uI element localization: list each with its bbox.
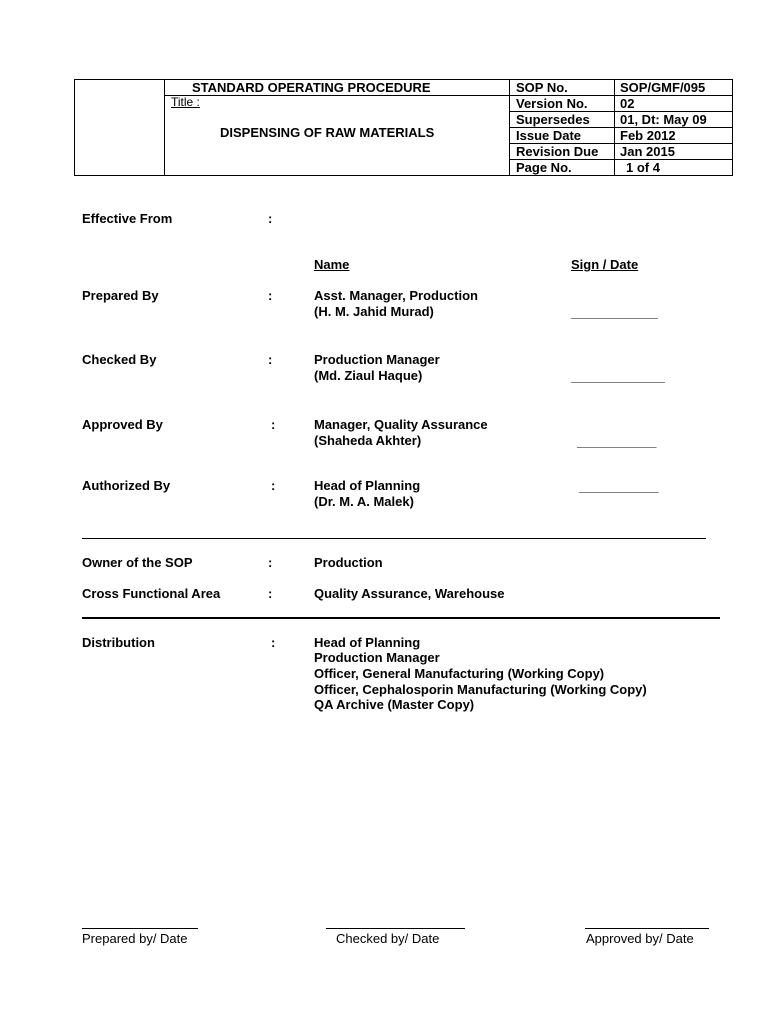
- distribution-label: Distribution: [82, 635, 155, 650]
- meta-label-sop-no: SOP No.: [516, 80, 568, 95]
- distribution-colon: :: [271, 635, 276, 650]
- cross-functional-colon: :: [268, 586, 273, 601]
- signatory-person: (Dr. M. A. Malek): [314, 494, 414, 509]
- meta-label-supersedes: Supersedes: [516, 112, 590, 127]
- signatory-colon: :: [268, 352, 273, 367]
- signatory-colon: :: [268, 288, 273, 303]
- footer-approved: Approved by/ Date: [586, 931, 694, 946]
- owner-value: Production: [314, 555, 383, 570]
- signatory-title: Manager, Quality Assurance: [314, 417, 488, 432]
- owner-label: Owner of the SOP: [82, 555, 193, 570]
- effective-from-label: Effective From: [82, 211, 173, 226]
- meta-value-issue-date: Feb 2012: [620, 128, 676, 143]
- footer-prepared: Prepared by/ Date: [82, 931, 188, 946]
- signature-line: ___________: [577, 434, 657, 449]
- cross-functional-label: Cross Functional Area: [82, 586, 221, 601]
- distribution-item: Officer, General Manufacturing (Working Copy): [314, 666, 605, 681]
- header-table: [74, 79, 733, 176]
- meta-label-version: Version No.: [516, 96, 588, 111]
- signatory-title: Asst. Manager, Production: [314, 288, 478, 303]
- doc-type: STANDARD OPERATING PROCEDURE: [192, 80, 431, 95]
- meta-value-revision-due: Jan 2015: [620, 144, 675, 159]
- signatory-role: Authorized By: [82, 478, 171, 493]
- signature-line: _____________: [571, 369, 665, 384]
- meta-label-issue-date: Issue Date: [516, 128, 582, 143]
- footer-signature-line: [82, 928, 198, 929]
- signatory-person: (Md. Ziaul Haque): [314, 368, 423, 383]
- signatory-title: Head of Planning: [314, 478, 421, 493]
- footer-signature-line: [326, 928, 465, 929]
- distribution-item: Head of Planning: [314, 635, 421, 650]
- footer-signature-line: [585, 928, 709, 929]
- signatory-person: (Shaheda Akhter): [314, 433, 422, 448]
- meta-value-supersedes: 01, Dt: May 09: [620, 112, 707, 127]
- title-label: Title :: [171, 95, 200, 109]
- meta-value-page-no: 1 of 4: [626, 160, 660, 175]
- meta-label-page-no: Page No.: [516, 160, 572, 175]
- document-title: DISPENSING OF RAW MATERIALS: [220, 125, 435, 140]
- signatory-title: Production Manager: [314, 352, 440, 367]
- separator-line: [82, 538, 706, 539]
- footer-checked: Checked by/ Date: [336, 931, 440, 946]
- signatory-colon: :: [271, 478, 276, 493]
- signature-line: ____________: [571, 305, 658, 320]
- separator-line-thick: [82, 617, 720, 619]
- signature-line: ___________: [579, 479, 659, 494]
- signatory-role: Approved By: [82, 417, 163, 432]
- signatory-person: (H. M. Jahid Murad): [314, 304, 434, 319]
- distribution-item: QA Archive (Master Copy): [314, 697, 475, 712]
- distribution-item: Officer, Cephalosporin Manufacturing (Working Copy): [314, 682, 647, 697]
- meta-value-sop-no: SOP/GMF/095: [620, 80, 706, 95]
- meta-value-version: 02: [620, 96, 635, 111]
- meta-label-revision-due: Revision Due: [516, 144, 599, 159]
- signatory-role: Prepared By: [82, 288, 159, 303]
- effective-from-colon: :: [268, 211, 273, 226]
- column-header-sign-date: Sign / Date: [571, 257, 639, 272]
- column-header-name: Name: [314, 257, 350, 272]
- signatory-role: Checked By: [82, 352, 157, 367]
- cross-functional-value: Quality Assurance, Warehouse: [314, 586, 505, 601]
- signatory-colon: :: [271, 417, 276, 432]
- distribution-item: Production Manager: [314, 650, 440, 665]
- owner-colon: :: [268, 555, 273, 570]
